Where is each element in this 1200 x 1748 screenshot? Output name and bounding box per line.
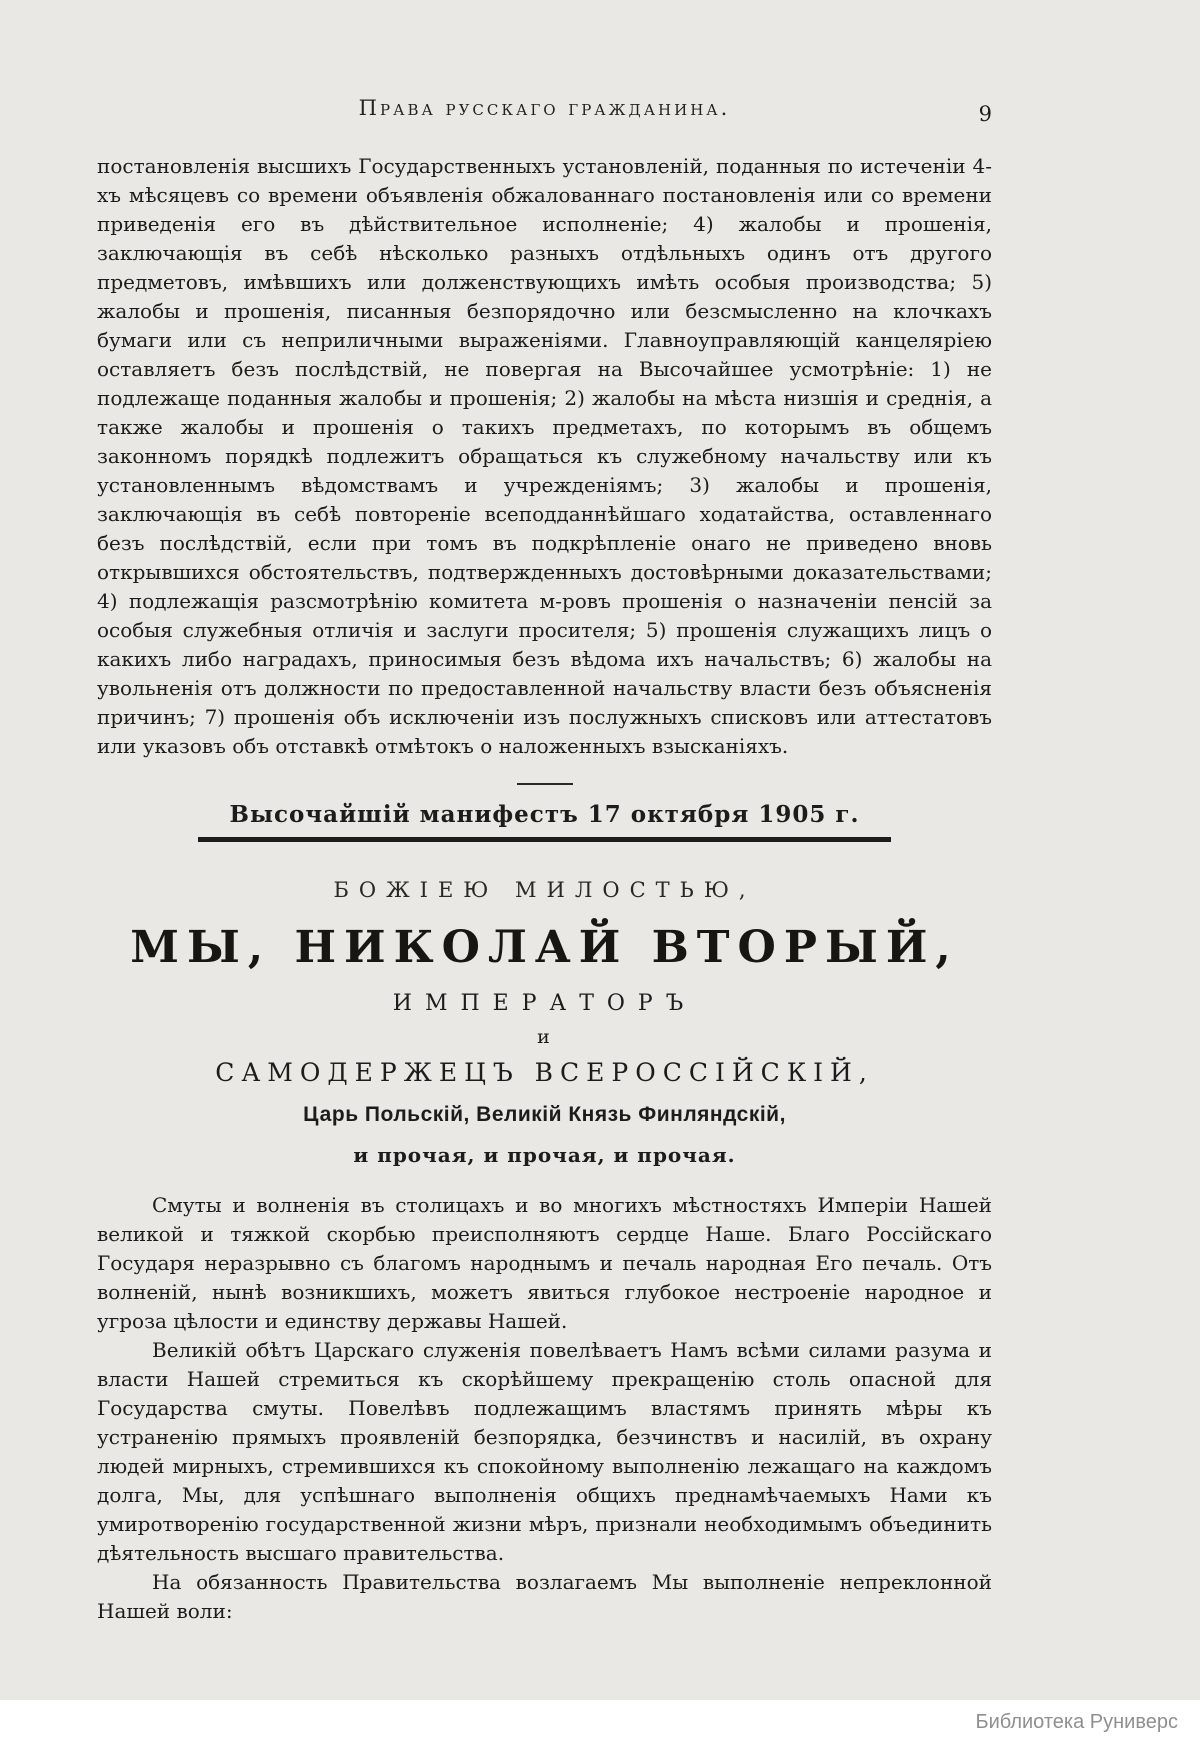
section-divider: [517, 783, 573, 785]
and-conjunction: и: [537, 1026, 552, 1048]
watermark-strip: [0, 1700, 1200, 1748]
manifesto-paragraph-1: Смуты и волненія въ столицахъ и во многихъ мѣстностяхъ Имперіи Нашей великой и тяжкой скорбью преисполняютъ сердце Наше. Благо Россійскаго Государя неразрывно съ благомъ народнымъ и печаль народная Его печаль. Отъ волненій, нынѣ возникшихъ, можетъ явиться глубокое нестроеніе народное и угроза цѣлости и единству державы Нашей.: [97, 1193, 992, 1333]
manifesto-section-title: Высочайшій манифестъ 17 октября 1905 г.: [198, 801, 892, 842]
running-header: [97, 0, 992, 126]
watermark-text: Библиотека Руниверс: [975, 1711, 1178, 1733]
tsar-name-heading: МЫ, НИКОЛАЙ ВТОРЫЙ,: [130, 922, 959, 973]
etcetera-line: и прочая, и прочая, и прочая.: [353, 1143, 736, 1167]
header-title: Права русскаго гражданина.: [358, 96, 731, 120]
page-number: 9: [978, 102, 992, 126]
page-content: [97, 0, 992, 1626]
manifesto-section-header: [97, 801, 992, 842]
manifesto-paragraph-3: На обязанность Правительства возлагаемъ Мы выполненіе непреклонной Нашей воли:: [97, 1570, 992, 1623]
intro-paragraph: постановленія высшихъ Государственныхъ установленій, поданныя по истеченіи 4-хъ мѣсяцевъ со времени объявленія обжалованнаго постановленія или со времени приведенія его въ дѣйствительное исполненіе; 4) жалобы и прошенія, заключающія въ себѣ нѣсколько разныхъ отдѣльныхъ одинъ отъ другого предметовъ, имѣвшихъ или долженствующихъ имѣть особыя производства; 5) жалобы и прошенія, писанныя безпорядочно или безсмысленно на клочкахъ бумаги или съ неприличными выраженіями. Главноуправляющій канцеляріею оставляетъ безъ послѣдствій, не повергая на Высочайшее усмотрѣніе: 1) не подлежаще поданныя жалобы и прошенія; 2) жалобы на мѣста низшія и среднія, а также жалобы и прошенія о такихъ предметахъ, по которымъ въ общемъ законномъ порядкѣ подлежитъ обращаться къ служебному начальству или къ установленнымъ вѣдомствамъ и учрежденіямъ; 3) жалобы и прошенія, заключающія въ себѣ повтореніе всеподданнѣйшаго ходатайства, оставленнаго безъ послѣдствій, если при томъ въ подкрѣпленіе онаго не приведено вновь открывшихся обстоятельствъ, подтвержденныхъ достовѣрными доказательствами; 4) подлежащія разсмотрѣнію комитета м-ровъ прошенія о назначеніи пенсій за особыя служебныя отличія и заслуги просителя; 5) прошенія служащихъ лицъ о какихъ либо наградахъ, приносимыя безъ вѣдома ихъ начальствъ; 6) жалобы на увольненія отъ должности по предоставленной начальству власти безъ объясненія причинъ; 7) прошенія объ исключеніи изъ послужныхъ списковъ или аттестатовъ или указовъ объ отставкѣ отмѣтокъ о наложенныхъ взысканіяхъ.: [97, 154, 992, 758]
autocrat-heading: САМОДЕРЖЕЦЪ ВСЕРОССІЙСКІЙ,: [215, 1058, 874, 1087]
invocation-heading: БОЖІЕЮ МИЛОСТЬЮ,: [333, 878, 756, 902]
tsar-titles-line: Царь Польскій, Великій Князь Финляндскій,: [303, 1103, 786, 1126]
manifesto-paragraph-2: Великій обѣтъ Царскаго служенія повелѣваетъ Намъ всѣми силами разума и власти Нашей стремиться къ скорѣйшему прекращенію столь опасной для Государства смуты. Повелѣвъ подлежащимъ властямъ принять мѣры къ устраненію прямыхъ проявленій безпорядка, безчинствъ и насилій, въ охрану людей мирныхъ, стремившихся къ спокойному выполненію лежащаго на каждомъ долга, Мы, для успѣшнаго выполненія общихъ преднамѣчаемыхъ Нами къ умиротворенію государственной жизни мѣръ, признали необходимымъ объединить дѣятельность высшаго правительства.: [97, 1338, 992, 1565]
emperor-heading: ИМПЕРАТОРЪ: [392, 991, 697, 1016]
